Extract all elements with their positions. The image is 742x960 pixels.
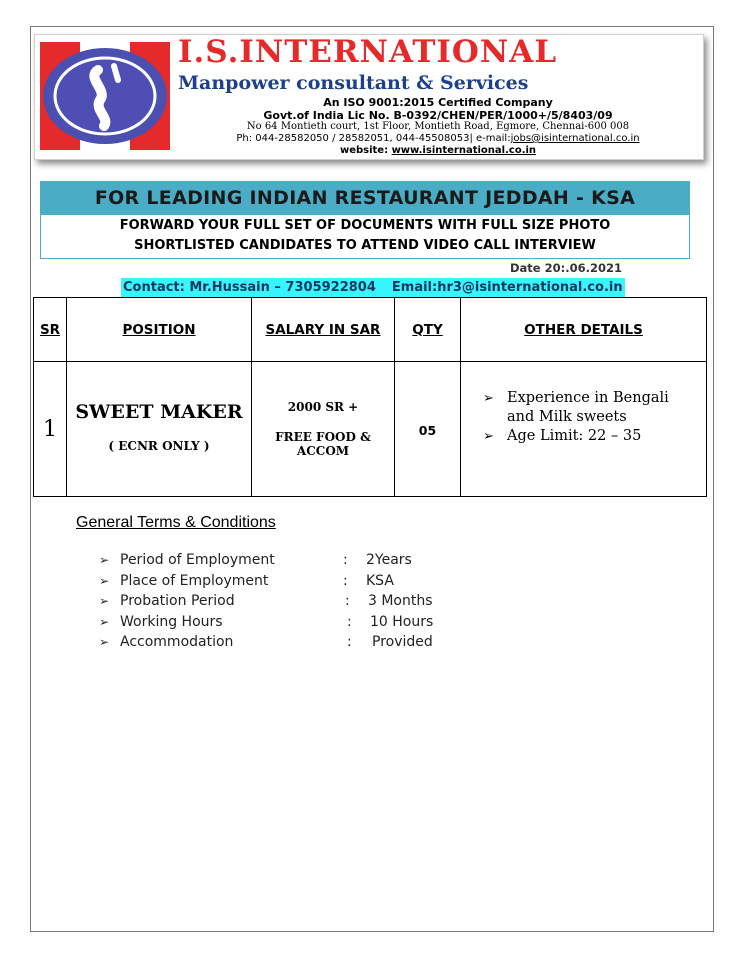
posting-date: Date 20:.06.2021: [510, 261, 622, 275]
detail-item: [483, 389, 696, 427]
header-position: POSITION: [67, 298, 252, 362]
arrow-bullet-icon: ➢: [99, 614, 110, 629]
contact-line: [121, 278, 625, 297]
arrow-bullet-icon: ➢: [483, 391, 494, 406]
term-colon: :: [343, 552, 348, 568]
arrow-bullet-icon: ➢: [99, 573, 110, 588]
arrow-bullet-icon: ➢: [99, 594, 110, 608]
detail-item: [483, 427, 696, 446]
header-other-details: OTHER DETAILS: [461, 298, 707, 362]
phone-email-line: [176, 133, 700, 144]
detail-text: Age Limit: 22 – 35: [507, 428, 642, 444]
salary-amount: 2000 SR +: [287, 400, 359, 414]
company-address: No 64 Montieth court, 1st Floor, Montieth Road, Egmore, Chennai-600 008: [246, 121, 630, 132]
email-link[interactable]: jobs@isinternational.co.in: [510, 133, 640, 144]
job-heading: FOR LEADING INDIAN RESTAURANT JEDDAH - KSA: [94, 187, 636, 209]
term-label: Period of Employment: [120, 552, 275, 568]
position-title: SWEET MAKER: [75, 401, 243, 423]
sr-cell: [34, 362, 67, 497]
sr-number: 1: [43, 416, 57, 442]
term-label: Probation Period: [120, 593, 235, 609]
table-row: [34, 362, 707, 497]
jobs-table: [33, 297, 707, 497]
contact-person: Contact: Mr.Hussain – 7305922804: [123, 280, 376, 295]
position-note: ( ECNR ONLY ): [108, 439, 210, 453]
term-label: Place of Employment: [120, 572, 269, 589]
notice-box: [40, 215, 690, 259]
table-header-row: [34, 298, 707, 362]
salary-benefit: FREE FOOD &: [275, 430, 371, 444]
contact-email[interactable]: Email:hr3@isinternational.co.in: [391, 280, 623, 295]
company-logo-icon: [38, 40, 172, 152]
license-number: Govt.of India Lic No. B-0392/CHEN/PER/1000+/5/8403/09: [263, 109, 613, 122]
detail-text: Experience in Bengali and Milk sweets: [507, 390, 669, 425]
website-link[interactable]: www.isinternational.co.in: [391, 145, 537, 156]
term-colon: :: [343, 572, 348, 589]
term-item: [99, 593, 459, 614]
company-tagline: Manpower consultant & Services: [178, 72, 529, 94]
phone-numbers: Ph: 044-28582050 / 28582051, 044-45508053| e-mail:: [236, 133, 511, 144]
term-item: [99, 573, 459, 594]
notice-line-interview: SHORTLISTED CANDIDATES TO ATTEND VIDEO CALL INTERVIEW: [134, 238, 596, 253]
website-label: website:: [339, 145, 392, 156]
term-item: [99, 552, 459, 573]
salary-cell: [252, 362, 395, 497]
term-value: KSA: [366, 572, 394, 589]
notice-line-documents: FORWARD YOUR FULL SET OF DOCUMENTS WITH FULL SIZE PHOTO: [119, 218, 611, 233]
job-heading-banner: [40, 181, 690, 215]
website-line: [176, 145, 700, 156]
qty-value: 05: [418, 422, 437, 438]
term-value: Provided: [372, 634, 433, 650]
term-label: Working Hours: [120, 613, 223, 630]
term-colon: :: [347, 634, 352, 650]
term-colon: :: [345, 593, 350, 609]
arrow-bullet-icon: ➢: [99, 553, 110, 567]
arrow-bullet-icon: ➢: [483, 429, 494, 444]
position-cell: [67, 362, 252, 497]
iso-certification: An ISO 9001:2015 Certified Company: [323, 96, 553, 109]
qty-cell: [395, 362, 461, 497]
term-label: Accommodation: [120, 634, 234, 650]
term-value: 10 Hours: [370, 613, 434, 630]
company-name: I.S.INTERNATIONAL: [178, 34, 558, 70]
details-cell: [461, 362, 707, 497]
arrow-bullet-icon: ➢: [99, 635, 110, 649]
terms-title: General Terms & Conditions: [76, 514, 276, 531]
header-salary: SALARY IN SAR: [252, 298, 395, 362]
terms-list: [99, 552, 459, 655]
header-qty: QTY: [395, 298, 461, 362]
header-sr: SR: [34, 298, 67, 362]
term-value: 2Years: [366, 552, 412, 568]
salary-benefit-cont: ACCOM: [296, 444, 350, 458]
term-colon: :: [347, 613, 352, 630]
term-item: [99, 614, 459, 635]
term-item: [99, 634, 459, 655]
term-value: 3 Months: [368, 593, 433, 609]
